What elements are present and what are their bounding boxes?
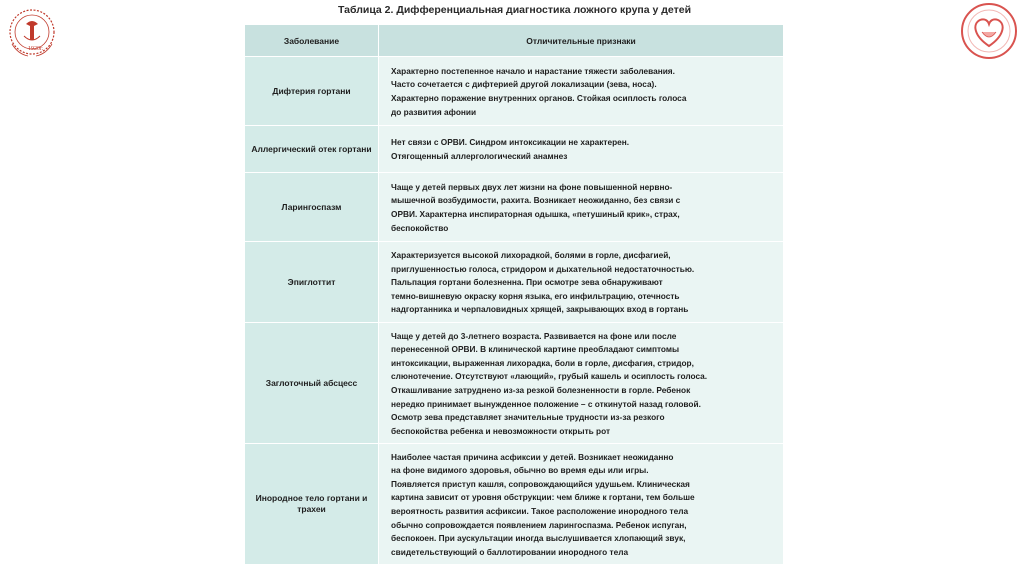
table-header-row [245,25,784,57]
signs-line: Чаще у детей до 3-летнего возраста. Развивается на фоне или после [391,330,677,341]
signs-cell [379,444,784,565]
table-title: Таблица 2. Дифференциальная диагностика ложного крупа у детей [338,4,692,16]
signs-line: до развития афонии [391,106,477,117]
heart-hands-emblem-icon [960,2,1018,60]
signs-line: обычно сопровождается появлением ларингоспазма. Ребенок испуган, [391,519,687,530]
differential-diagnosis-table [244,24,784,565]
signs-cell [379,126,784,173]
disease-cell: Эпиглоттит [245,242,379,323]
table-row [245,57,784,126]
logo-year: 1920г. [28,46,44,52]
signs-line: Характерно поражение внутренних органов. Стойкая осиплость голоса [391,93,687,103]
signs-line: Отягощенный аллергологический анамнез [391,151,568,161]
university-emblem-icon [4,6,60,62]
signs-line: перенесенной ОРВИ. В клинической картине преобладают симптомы [391,344,680,355]
signs-cell [379,242,784,323]
disease-cell: Дифтерия гортани [245,57,379,126]
signs-line: приглушенностью голоса, стридором и дыхательной недостаточностью. [391,263,695,274]
signs-line: беспокойство [391,222,449,233]
signs-line: на фоне видимого здоровья, обычно во время еды или игры. [391,465,649,476]
signs-line: Характерно постепенное начало и нарастание тяжести заболевания. [391,65,675,76]
signs-line: надгортанника и черпаловидных хрящей, закрывающих вход в гортань [391,304,689,315]
signs-line: вероятность развития асфиксии. Такое расположение инородного тела [391,506,689,516]
signs-line: свидетельствующий о баллотировании инородного тела [391,546,629,557]
signs-line: Пальпация гортани болезненна. При осмотре зева обнаруживают [391,277,663,288]
header-signs: Отличительные признаки [379,25,784,57]
signs-line: беспокойства ребенка и невозможности открыть рот [391,425,611,436]
disease-cell: Инородное тело гортани и трахеи [245,444,379,565]
signs-line: Нет связи с ОРВИ. Синдром интоксикации не характерен. [391,137,630,148]
table-row [245,323,784,444]
signs-line: картина зависит от уровня обструкции: чем ближе к гортани, тем больше [391,492,695,503]
signs-cell [379,57,784,126]
table-row [245,242,784,323]
signs-line: беспокоен. При аускультации иногда выслушивается хлопающий звук, [391,533,686,544]
disease-cell: Заглоточный абсцесс [245,323,379,444]
signs-line: Откашливание затруднено из-за резкой болезненности в горле. Ребенок [391,385,691,395]
signs-line: Чаще у детей первых двух лет жизни на фоне повышенной нервно- [391,181,673,192]
signs-line: Часто сочетается с дифтерией другой локализации (зева, носа). [391,79,657,90]
disease-cell: Аллергический отек гортани [245,126,379,173]
signs-line: Наиболее частая причина асфиксии у детей. Возникает неожиданно [391,451,674,462]
signs-line: темно-вишневую окраску корня языка, его инфильтрацию, отечность [391,290,680,301]
table-row [245,444,784,565]
signs-line: Характеризуется высокой лихорадкой, болями в горле, дисфагией, [391,250,671,261]
signs-line: мышечной возбудимости, рахита. Возникает неожиданно, без связи с [391,195,681,206]
signs-line: нередко принимает вынужденное положение – с откинутой назад головой. [391,398,701,409]
table-row [245,126,784,173]
signs-line: Появляется приступ кашля, сопровождающийся удушьем. Клиническая [391,478,690,489]
signs-cell [379,323,784,444]
signs-cell [379,173,784,242]
header-disease: Заболевание [245,25,379,57]
disease-cell: Ларингоспазм [245,173,379,242]
signs-line: Осмотр зева представляет значительные трудности из-за резкого [391,412,665,423]
signs-line: ОРВИ. Характерна инспираторная одышка, «петушиный крик», страх, [391,209,680,219]
signs-line: интоксикации, выраженная лихорадка, боли в горле, дисфагия, стридор, [391,357,694,368]
table-row [245,173,784,242]
signs-line: слюнотечение. Отсутствуют «лающий», грубый кашель и осиплость голоса. [391,371,708,382]
